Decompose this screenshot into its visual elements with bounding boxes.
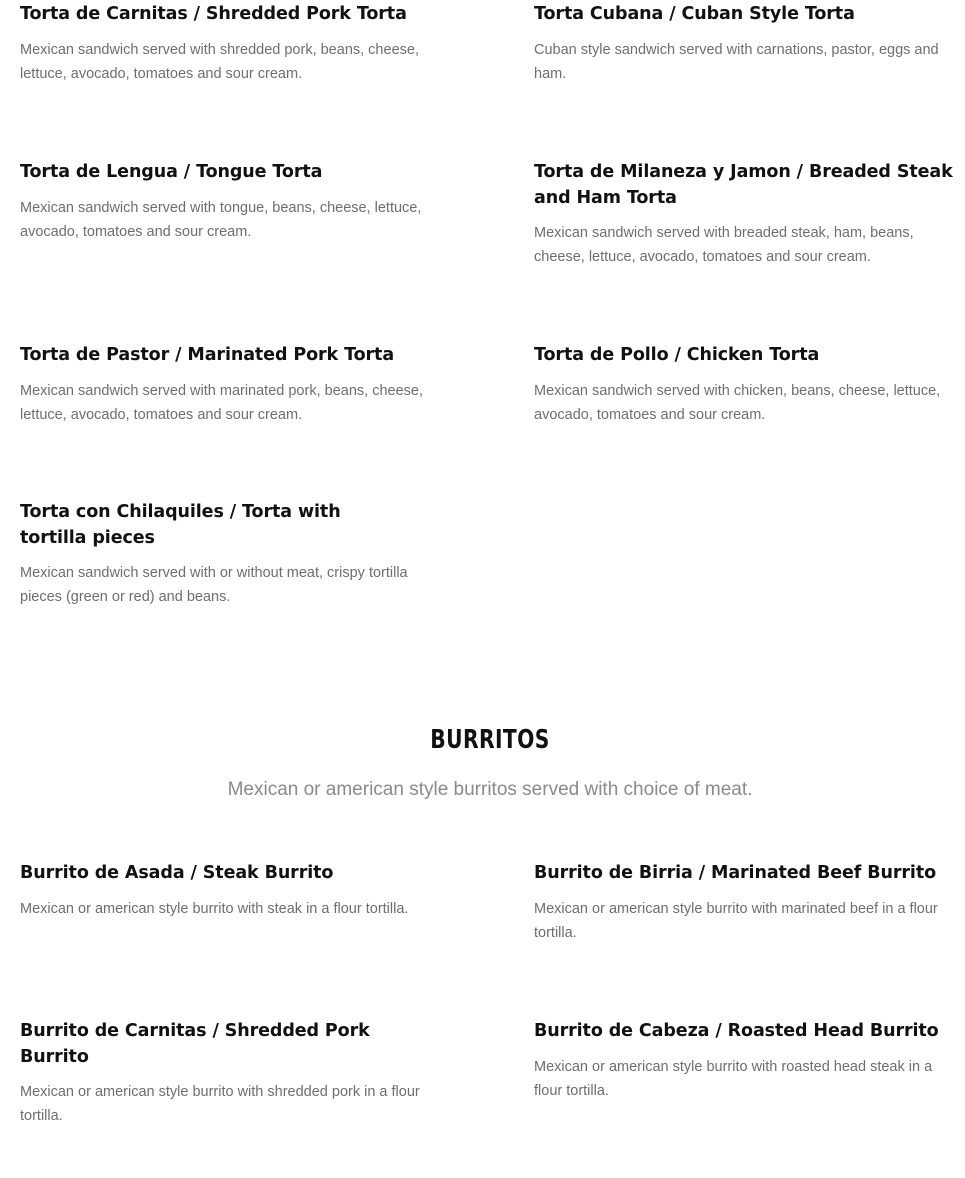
menu-item-title: Torta de Pollo / Chicken Torta	[534, 345, 820, 365]
menu-item-torta-cubana	[534, 2, 962, 86]
menu-item-title: Burrito de Asada / Steak Burrito	[20, 863, 334, 883]
menu-item-title: Torta con Chilaquiles / Torta with tortilla pieces	[20, 502, 341, 548]
menu-item-title: Torta de Milaneza y Jamon / Breaded Steak and Ham Torta	[534, 162, 953, 208]
menu-item-torta-pastor	[20, 343, 440, 427]
menu-item-description: Mexican sandwich served with shredded pork, beans, cheese, lettuce, avocado, tomatoes and sour cream.	[20, 41, 419, 82]
menu-item-description: Mexican or american style burrito with steak in a flour tortilla.	[20, 900, 409, 917]
menu-item-burrito-birria	[534, 861, 962, 945]
menu-item-title: Burrito de Carnitas / Shredded Pork Burrito	[20, 1021, 370, 1067]
menu-item-title: Torta de Pastor / Marinated Pork Torta	[20, 345, 395, 365]
menu-item-burrito-cabeza	[534, 1019, 962, 1103]
menu-item-description: Mexican sandwich served with chicken, beans, cheese, lettuce, avocado, tomatoes and sour cream.	[534, 382, 941, 423]
menu-item-description: Mexican sandwich served with or without meat, crispy tortilla pieces (green or red) and beans.	[20, 565, 408, 605]
menu-item-title: Torta Cubana / Cuban Style Torta	[534, 4, 855, 24]
menu-item-description: Cuban style sandwich served with carnations, pastor, eggs and ham.	[534, 41, 939, 82]
menu-item-description: Mexican or american style burrito with marinated beef in a flour tortilla.	[534, 900, 938, 941]
menu-item-title: Torta de Lengua / Tongue Torta	[20, 162, 323, 182]
section-title-burritos: BURRITOS	[430, 725, 550, 755]
menu-item-torta-pollo	[534, 343, 962, 427]
menu-item-torta-milaneza	[534, 160, 962, 269]
menu-item-description: Mexican sandwich served with marinated pork, beans, cheese, lettuce, avocado, tomatoes and sour cream.	[20, 382, 423, 423]
menu-item-torta-carnitas	[20, 2, 440, 86]
section-subtitle-burritos: Mexican or american style burritos served with choice of meat.	[227, 779, 753, 800]
menu-item-torta-chilaquiles	[20, 500, 408, 609]
menu-item-torta-lengua	[20, 160, 440, 244]
menu-item-burrito-carnitas	[20, 1019, 440, 1128]
menu-item-title: Torta de Carnitas / Shredded Pork Torta	[20, 4, 407, 24]
menu-item-title: Burrito de Cabeza / Roasted Head Burrito	[534, 1021, 939, 1041]
menu-item-description: Mexican or american style burrito with roasted head steak in a flour tortilla.	[534, 1058, 933, 1099]
menu-item-title: Burrito de Birria / Marinated Beef Burrito	[534, 863, 937, 883]
menu-item-description: Mexican sandwich served with tongue, beans, cheese, lettuce, avocado, tomatoes and sour cream.	[20, 199, 422, 240]
menu-item-description: Mexican or american style burrito with shredded pork in a flour tortilla.	[20, 1084, 420, 1124]
menu-item-description: Mexican sandwich served with breaded steak, ham, beans, cheese, lettuce, avocado, tomatoes and sour cream.	[534, 225, 914, 265]
menu-item-burrito-asada	[20, 861, 440, 921]
